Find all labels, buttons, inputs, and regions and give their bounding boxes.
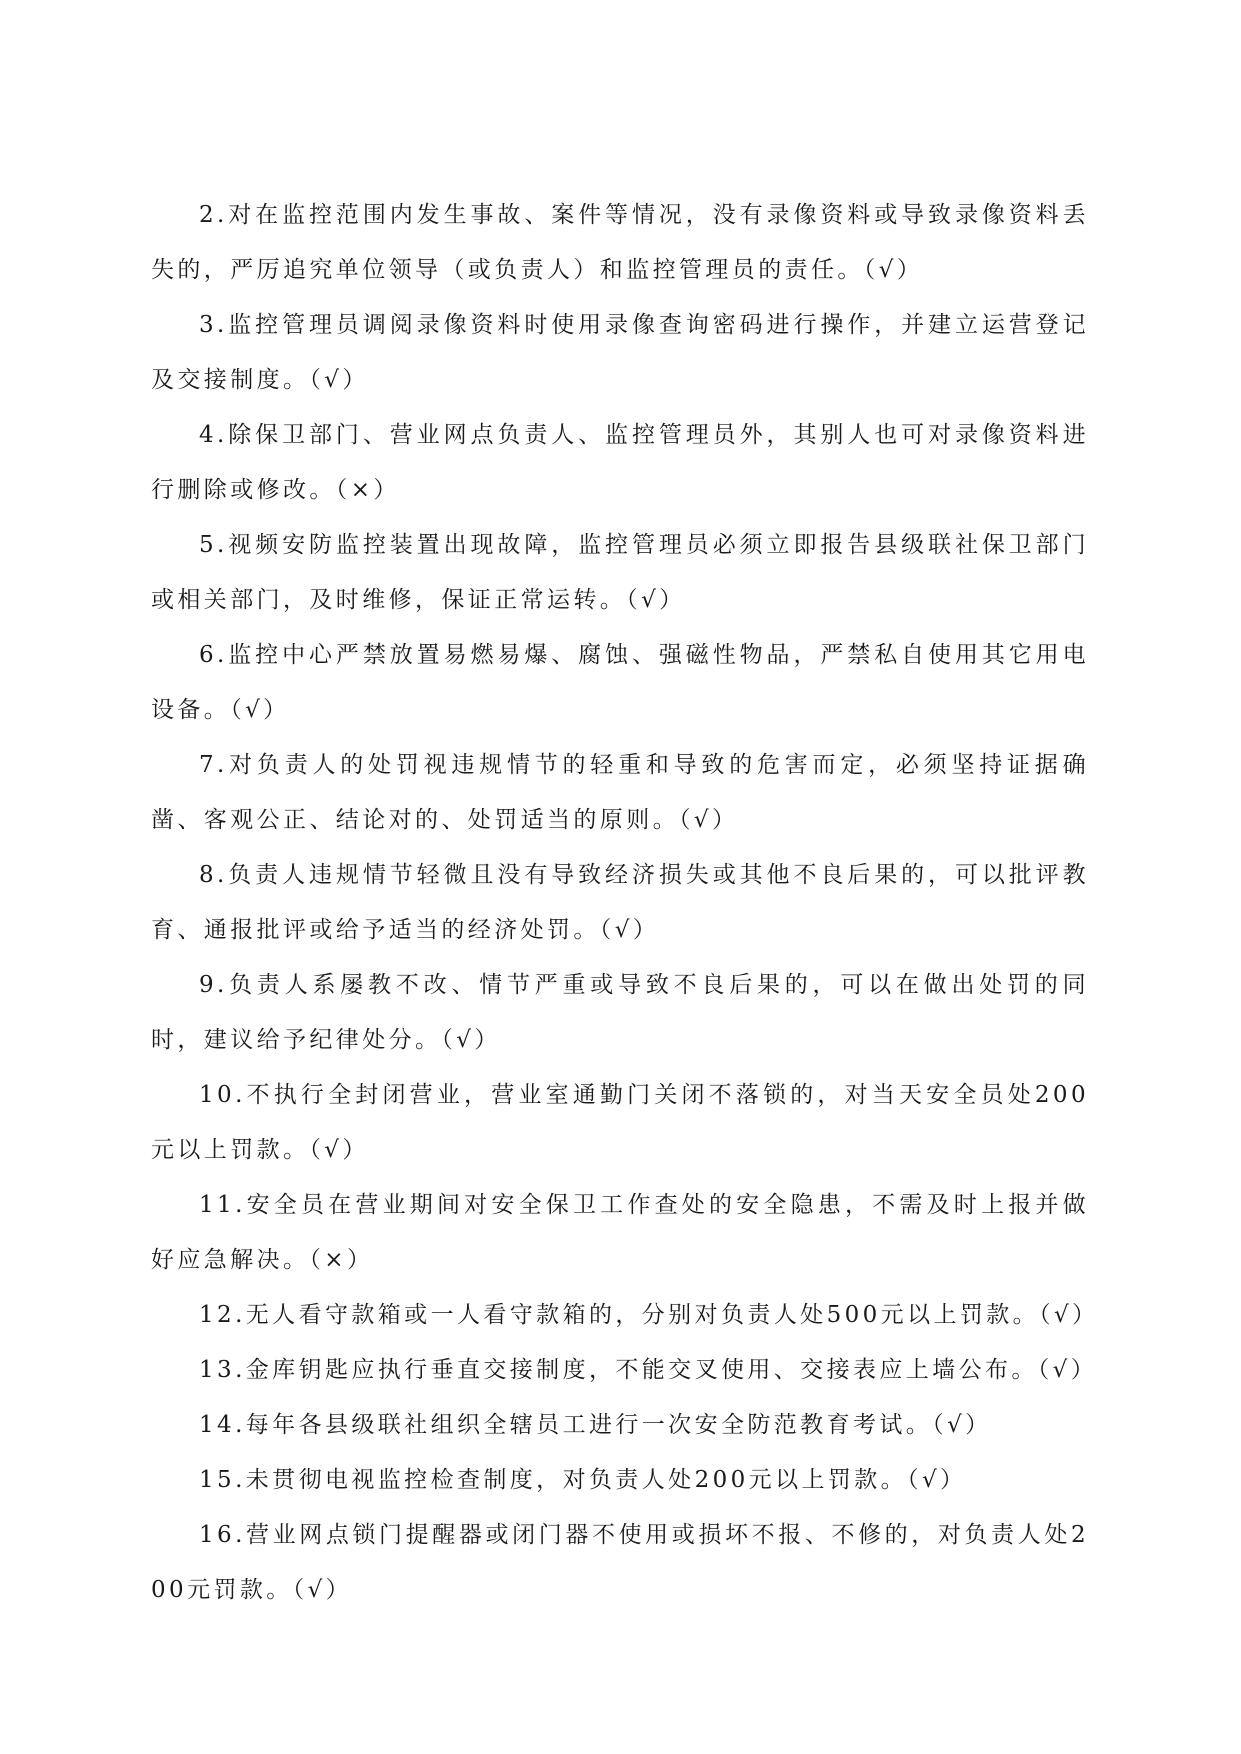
list-item: 7.对负责人的处罚视违规情节的轻重和导致的危害而定，必须坚持证据确凿、客观公正、结论对的、处罚适当的原则。（√） (151, 752, 1089, 833)
list-item: 6.监控中心严禁放置易燃易爆、腐蚀、强磁性物品，严禁私自使用其它用电设备。（√） (151, 642, 1089, 723)
list-item: 5.视频安防监控装置出现故障，监控管理员必须立即报告县级联社保卫部门或相关部门，及时维修，保证正常运转。（√） (151, 532, 1089, 613)
list-item: 11.安全员在营业期间对安全保卫工作查处的安全隐患，不需及时上报并做好应急解决。（×） (151, 1192, 1089, 1273)
list-item: 13.金库钥匙应执行垂直交接制度，不能交叉使用、交接表应上墙公布。（√） (199, 1357, 1098, 1383)
list-item: 12.无人看守款箱或一人看守款箱的，分别对负责人处500元以上罚款。（√） (199, 1302, 1099, 1328)
list-item: 8.负责人违规情节轻微且没有导致经济损失或其他不良后果的，可以批评教育、通报批评或给予适当的经济处罚。（√） (151, 862, 1089, 943)
list-item: 4.除保卫部门、营业网点负责人、监控管理员外，其别人也可对录像资料进行删除或修改。（×） (151, 422, 1089, 503)
list-item: 10.不执行全封闭营业，营业室通勤门关闭不落锁的，对当天安全员处200元以上罚款。（√） (151, 1082, 1089, 1163)
question-list (151, 188, 1099, 1618)
list-item: 15.未贯彻电视监控检查制度，对负责人处200元以上罚款。（√） (199, 1467, 967, 1493)
list-item: 14.每年各县级联社组织全辖员工进行一次安全防范教育考试。（√） (199, 1412, 992, 1438)
list-item: 16.营业网点锁门提醒器或闭门器不使用或损坏不报、不修的，对负责人处200元罚款。（√） (151, 1522, 1089, 1603)
list-item: 3.监控管理员调阅录像资料时使用录像查询密码进行操作，并建立运营登记及交接制度。（√） (151, 312, 1089, 393)
list-item: 9.负责人系屡教不改、情节严重或导致不良后果的，可以在做出处罚的同时，建议给予纪律处分。（√） (151, 972, 1089, 1053)
list-item: 2.对在监控范围内发生事故、案件等情况，没有录像资料或导致录像资料丢失的，严厉追究单位领导（或负责人）和监控管理员的责任。（√） (151, 202, 1089, 283)
